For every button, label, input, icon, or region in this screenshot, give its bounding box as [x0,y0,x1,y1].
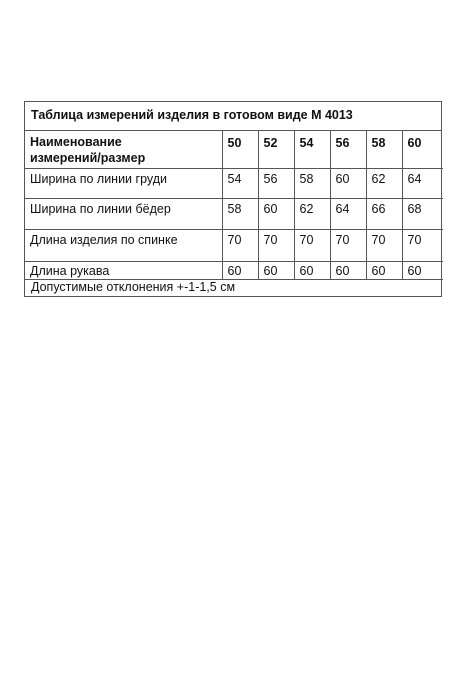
row-value: 60 [366,261,402,279]
row-value: 56 [258,168,294,198]
measurement-table [24,101,442,297]
row-value: 70 [258,229,294,261]
row-value: 66 [366,198,402,229]
row-value: 60 [294,261,330,279]
table-row [25,261,443,279]
header-name-line2: измерений/размер [30,151,146,165]
row-value: 62 [366,168,402,198]
size-header: 52 [258,131,294,168]
size-header: 54 [294,131,330,168]
row-value: 54 [222,168,258,198]
row-value: 70 [222,229,258,261]
header-name-cell [25,131,222,168]
row-value: 60 [402,261,443,279]
table-row [25,229,443,261]
row-value: 64 [402,168,443,198]
row-value: 60 [222,261,258,279]
row-label: Длина рукава [25,261,222,279]
row-value: 60 [330,168,366,198]
row-value: 68 [402,198,443,229]
measurement-grid [25,131,443,280]
tolerance-note: Допустимые отклонения +-1-1,5 см [31,279,236,294]
row-value: 60 [330,261,366,279]
table-row [25,168,443,198]
size-header: 58 [366,131,402,168]
row-value: 60 [258,261,294,279]
table-row [25,198,443,229]
row-value: 64 [330,198,366,229]
header-name-line1: Наименование [30,135,122,149]
row-value: 70 [330,229,366,261]
size-header: 50 [222,131,258,168]
row-label: Ширина по линии бёдер [25,198,222,229]
row-label: Ширина по линии груди [25,168,222,198]
row-value: 70 [402,229,443,261]
size-header: 56 [330,131,366,168]
table-header-row [25,131,443,168]
row-value: 62 [294,198,330,229]
row-value: 70 [366,229,402,261]
row-value: 58 [294,168,330,198]
table-title: Таблица измерений изделия в готовом виде М 4013 [25,102,441,131]
row-label: Длина изделия по спинке [25,229,222,261]
row-value: 70 [294,229,330,261]
row-value: 60 [258,198,294,229]
size-header: 60 [402,131,443,168]
row-value: 58 [222,198,258,229]
